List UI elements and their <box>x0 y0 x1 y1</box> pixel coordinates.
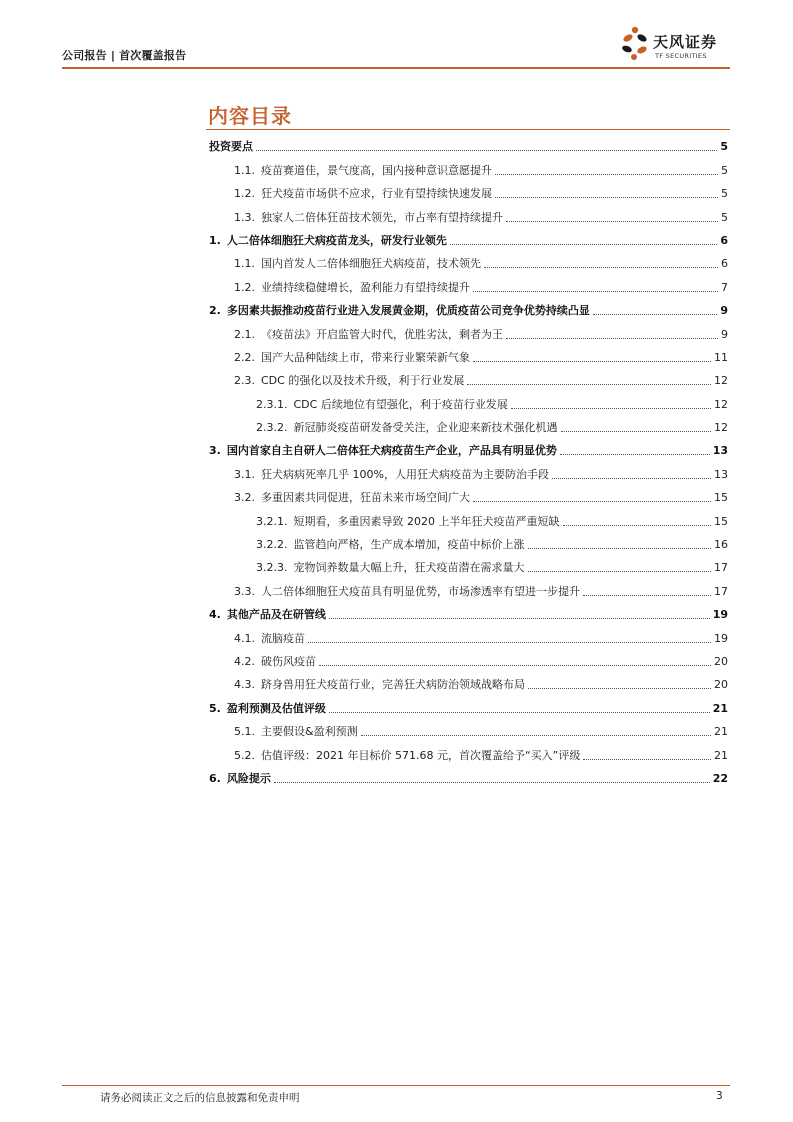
footer-divider <box>62 1085 730 1086</box>
toc-entry-text: 业绩持续稳健增长，盈利能力有望持续提升 <box>261 280 470 294</box>
toc-entry-number: 4.3. <box>234 678 255 692</box>
footer-disclaimer: 请务必阅读正文之后的信息披露和免责申明 <box>100 1092 300 1104</box>
toc-dot-leader <box>528 570 712 572</box>
toc-entry[interactable] <box>206 412 730 435</box>
toc-entry-label <box>206 351 470 365</box>
toc-dot-leader <box>560 453 710 455</box>
brand-name-en: TF SECURITIES <box>655 52 707 60</box>
toc-entry[interactable] <box>206 248 730 271</box>
toc-entry-page: 5 <box>721 187 728 201</box>
toc-entry-text: 狂犬疫苗市场供不应求，行业有望持续快速发展 <box>261 187 492 201</box>
toc-dot-leader <box>329 617 710 619</box>
toc-entry-number: 1.1. <box>234 257 255 271</box>
toc-entry-label <box>206 772 271 786</box>
toc-entry-number: 5.1. <box>234 725 255 739</box>
header-divider <box>62 67 730 69</box>
toc-entry-text: 人二倍体细胞狂犬疫苗具有明显优势，市场渗透率有望进一步提升 <box>261 584 580 598</box>
toc-entry-label <box>206 608 326 622</box>
toc-entry-number: 3. <box>209 444 221 458</box>
toc-entry[interactable] <box>206 575 730 598</box>
toc-entry-number: 1.1. <box>234 163 255 177</box>
toc-entry-text: 其他产品及在研管线 <box>226 608 326 622</box>
toc-entry-label <box>206 561 525 575</box>
toc-entry-label <box>206 304 590 318</box>
toc-entry-text: 独家人二倍体狂苗技术领先，市占率有望持续提升 <box>261 210 503 224</box>
toc-dot-leader <box>495 196 718 198</box>
toc-entry-text: CDC 的强化以及技术升级，利于行业发展 <box>261 374 465 388</box>
toc-entry-page: 15 <box>714 491 728 505</box>
toc-entry[interactable] <box>206 622 730 645</box>
toc-entry-page: 6 <box>720 233 728 247</box>
toc-entry-label <box>206 257 481 271</box>
toc-dot-leader <box>583 594 711 596</box>
toc-dot-leader <box>528 687 711 689</box>
toc-entry-number: 2.1. <box>234 327 255 341</box>
toc-entry-page: 22 <box>712 771 728 785</box>
toc-entry-label <box>206 398 508 412</box>
toc-entry-text: CDC 后续地位有望强化，利于疫苗行业发展 <box>293 397 508 411</box>
toc-entry-label <box>206 281 470 295</box>
toc-dot-leader <box>593 313 718 315</box>
toc-entry-text: 宠物饲养数量大幅上升，狂犬疫苗潜在需求量大 <box>293 561 525 575</box>
toc-entry-label <box>206 655 316 669</box>
toc-entry[interactable] <box>206 178 730 201</box>
toc-entry-page: 12 <box>714 397 728 411</box>
toc-entry-text: 监管趋向严格，生产成本增加，疫苗中标价上涨 <box>293 538 525 552</box>
toc-entry-number: 1. <box>209 233 221 247</box>
toc-entry[interactable] <box>206 435 730 458</box>
toc-entry-number: 2.3.1. <box>256 397 288 411</box>
toc-entry[interactable] <box>206 763 730 786</box>
toc-title-divider <box>206 129 730 130</box>
toc-entry-page: 5 <box>720 140 728 154</box>
toc-entry-text: 人二倍体细胞狂犬病疫苗龙头，研发行业领先 <box>226 233 447 247</box>
toc-entry[interactable] <box>206 365 730 388</box>
toc-entry-number: 3.2.1. <box>256 514 288 528</box>
toc-entry-label <box>206 585 580 599</box>
brand-name-cn: 天风证券 <box>653 33 718 51</box>
toc-entry-text: 疫苗赛道佳，景气度高，国内接种意识意愿提升 <box>261 163 492 177</box>
toc-entry[interactable] <box>206 669 730 692</box>
toc-dot-leader <box>583 758 711 760</box>
toc-entry-label <box>206 678 525 692</box>
toc-entry-number: 2.3. <box>234 374 255 388</box>
toc-entry[interactable] <box>206 739 730 762</box>
toc-entry[interactable] <box>206 716 730 739</box>
toc-entry-text: 破伤风疫苗 <box>261 654 316 668</box>
toc-entry-page: 13 <box>714 467 728 481</box>
toc-entry[interactable] <box>206 225 730 248</box>
toc-entry[interactable] <box>206 458 730 481</box>
toc-entry-page: 17 <box>714 584 728 598</box>
toc-entry-number: 5. <box>209 701 221 715</box>
toc-entry-number: 5.2. <box>234 748 255 762</box>
toc-entry-label <box>206 725 358 739</box>
toc-entry-page: 21 <box>714 748 728 762</box>
toc-entry-label <box>206 164 492 178</box>
toc-entry-text: 流脑疫苗 <box>261 631 305 645</box>
toc-entry[interactable] <box>206 271 730 294</box>
toc-entry-label <box>206 632 305 646</box>
toc-entry-number: 1.3. <box>234 210 255 224</box>
toc-entry-page: 17 <box>714 561 728 575</box>
toc-entry-label <box>206 234 447 248</box>
toc-entry-label <box>206 444 557 458</box>
toc-entry-text: 投资要点 <box>209 140 253 154</box>
toc-entry-page: 12 <box>714 421 728 435</box>
toc-dot-leader <box>467 383 711 385</box>
toc-entry[interactable] <box>206 201 730 224</box>
toc-entry-number: 3.1. <box>234 467 255 481</box>
toc-entry-label <box>206 491 470 505</box>
toc-entry-text: 新冠肺炎疫苗研发备受关注，企业迎来新技术强化机遇 <box>293 421 558 435</box>
toc-entry-page: 7 <box>721 280 728 294</box>
toc-dot-leader <box>473 360 711 362</box>
toc-entry-text: 国内首家自主自研人二倍体狂犬病疫苗生产企业，产品具有明显优势 <box>226 444 557 458</box>
toc-entry-number: 3.2. <box>234 491 255 505</box>
toc-entry-number: 6. <box>209 771 221 785</box>
toc-entry-number: 2. <box>209 304 221 318</box>
toc-entry-text: 多因素共振推动疫苗行业进入发展黄金期，优质疫苗公司竞争优势持续凸显 <box>226 304 590 318</box>
toc-entry-number: 4.2. <box>234 654 255 668</box>
toc-entry[interactable] <box>206 529 730 552</box>
toc-dot-leader <box>563 524 712 526</box>
page-number: 3 <box>716 1090 723 1102</box>
toc-entry-page: 5 <box>721 210 728 224</box>
toc-dot-leader <box>329 711 710 713</box>
toc-entry-label <box>206 140 253 154</box>
toc-entry-page: 19 <box>714 631 728 645</box>
toc-entry[interactable] <box>206 552 730 575</box>
toc-dot-leader <box>361 734 711 736</box>
toc-entry[interactable] <box>206 505 730 528</box>
toc-entry-page: 21 <box>712 701 728 715</box>
toc-entry-text: 主要假设&盈利预测 <box>261 725 358 739</box>
toc-entry-label <box>206 187 492 201</box>
toc-entry-text: 风险提示 <box>226 771 271 785</box>
toc-entry[interactable] <box>206 131 730 154</box>
toc-entry-text: 跻身兽用狂犬疫苗行业，完善狂犬病防治领域战略布局 <box>261 678 525 692</box>
toc-entry-page: 20 <box>714 678 728 692</box>
toc-entry-number: 4.1. <box>234 631 255 645</box>
toc-entry-number: 2.3.2. <box>256 421 288 435</box>
toc-entry[interactable] <box>206 646 730 669</box>
toc-dot-leader <box>506 337 718 339</box>
toc-entry-text: 国产大品种陆续上市，带来行业繁荣新气象 <box>261 350 470 364</box>
toc-entry-number: 3.3. <box>234 584 255 598</box>
toc-dot-leader <box>561 430 712 432</box>
toc-entry-label <box>206 421 558 435</box>
toc-dot-leader <box>319 664 711 666</box>
toc-entry[interactable] <box>206 295 730 318</box>
toc-entry-page: 5 <box>721 163 728 177</box>
toc-entry-page: 19 <box>712 608 728 622</box>
brand-logo <box>620 24 732 64</box>
toc-entry[interactable] <box>206 154 730 177</box>
toc-entry-text: 盈利预测及估值评级 <box>226 701 326 715</box>
toc-entry[interactable] <box>206 482 730 505</box>
toc-entry-label <box>206 515 560 529</box>
toc-dot-leader <box>473 290 718 292</box>
toc-entry-page: 9 <box>721 327 728 341</box>
toc-dot-leader <box>274 781 710 783</box>
toc-entry-label <box>206 374 464 388</box>
toc-entry-label <box>206 468 549 482</box>
toc-dot-leader <box>450 243 718 245</box>
toc-entry-text: 短期看，多重因素导致 2020 上半年狂犬疫苗严重短缺 <box>293 514 560 528</box>
toc-entry-number: 1.2. <box>234 187 255 201</box>
toc-dot-leader <box>552 477 711 479</box>
toc-entry-label <box>206 328 503 342</box>
report-type-label: 公司报告 | 首次覆盖报告 <box>62 49 187 62</box>
toc-entry-label <box>206 211 503 225</box>
toc-dot-leader <box>256 149 717 151</box>
toc-entry-page: 16 <box>714 538 728 552</box>
toc-title: 内容目录 <box>208 104 292 128</box>
toc-entry-number: 3.2.3. <box>256 561 288 575</box>
toc-entry-page: 13 <box>712 444 728 458</box>
toc-dot-leader <box>506 220 718 222</box>
toc-entry-page: 11 <box>714 350 728 364</box>
toc-entry-number: 4. <box>209 608 221 622</box>
toc-entry-page: 12 <box>714 374 728 388</box>
toc-dot-leader <box>511 407 711 409</box>
toc-entry[interactable] <box>206 599 730 622</box>
toc-dot-leader <box>528 547 712 549</box>
toc-entry-text: 估值评级：2021 年目标价 571.68 元，首次覆盖给予“买入”评级 <box>261 748 581 762</box>
toc-entry-text: 《疫苗法》开启监管大时代，优胜劣汰，剩者为王 <box>261 327 503 341</box>
toc-entry-page: 21 <box>714 725 728 739</box>
toc-entry-page: 15 <box>714 514 728 528</box>
toc-dot-leader <box>495 173 718 175</box>
toc-dot-leader <box>308 641 711 643</box>
toc-entry-label <box>206 702 326 716</box>
toc-entry[interactable] <box>206 388 730 411</box>
toc-entry-label <box>206 749 580 763</box>
toc-entry-number: 2.2. <box>234 350 255 364</box>
petal-logo-icon <box>620 24 654 64</box>
toc-entry-label <box>206 538 525 552</box>
toc-list <box>206 131 730 786</box>
toc-entry-number: 3.2.2. <box>256 538 288 552</box>
toc-entry-page: 6 <box>721 257 728 271</box>
toc-entry-text: 国内首发人二倍体细胞狂犬病疫苗，技术领先 <box>261 257 481 271</box>
toc-dot-leader <box>473 500 711 502</box>
toc-entry-number: 1.2. <box>234 280 255 294</box>
toc-entry-text: 多重因素共同促进，狂苗未来市场空间广大 <box>261 491 470 505</box>
toc-entry-text: 狂犬病病死率几乎 100%，人用狂犬病疫苗为主要防治手段 <box>261 467 549 481</box>
toc-dot-leader <box>484 266 718 268</box>
toc-entry[interactable] <box>206 318 730 341</box>
toc-entry[interactable] <box>206 342 730 365</box>
toc-entry[interactable] <box>206 692 730 715</box>
toc-entry-page: 9 <box>720 304 728 318</box>
toc-entry-page: 20 <box>714 654 728 668</box>
